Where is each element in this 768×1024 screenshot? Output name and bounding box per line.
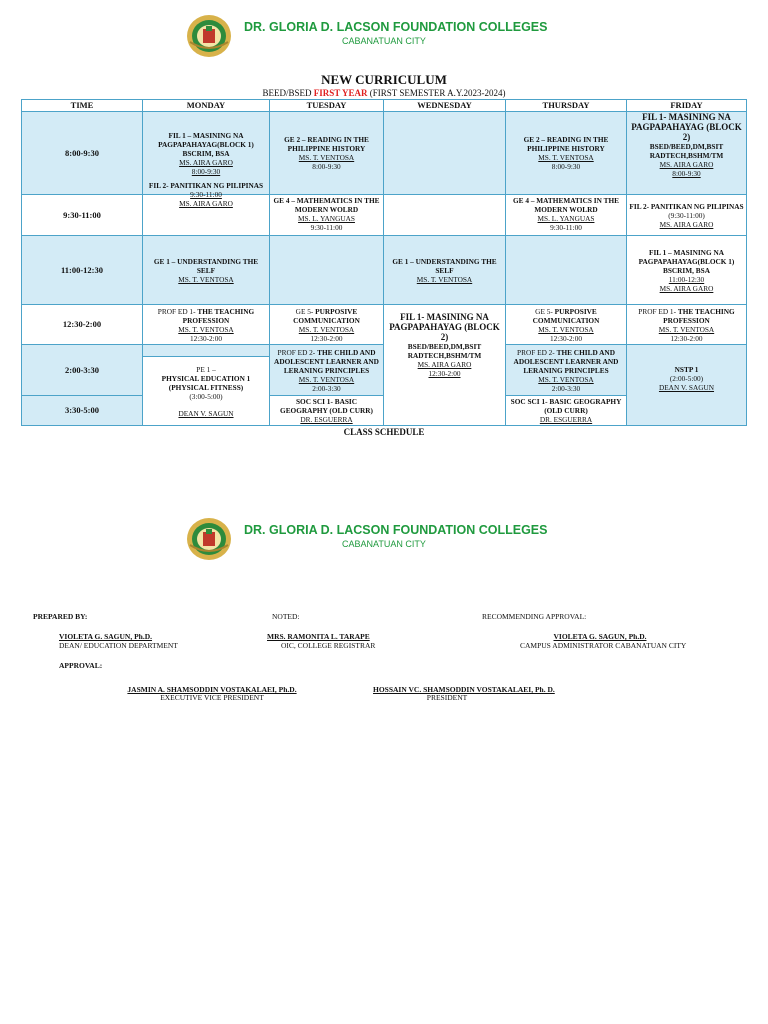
signatory-name: MRS. RAMONITA L. TARAPE [267, 632, 370, 641]
signatory-name: VIOLETA G. SAGUN, Ph.D. [553, 632, 647, 641]
class-title: GE 4 – MATHEMATICS IN THE MODERN WOLRD [512, 196, 620, 214]
time-slot: 12:30-2:00 [21, 304, 143, 345]
class-title: FIL 1- MASINING NA PAGPAPAHAYAG (BLOCK 2) [389, 312, 500, 342]
class-time: 2:00-3:30 [312, 383, 341, 393]
class-block-tue-ge5 [269, 304, 384, 345]
class-block-mon-pe1 [142, 356, 270, 426]
class-title: THE TEACHING PROFESSION [663, 306, 735, 325]
class-block-thu-socsci1 [505, 395, 627, 426]
class-instructor: MS. T. VENTOSA [416, 274, 473, 284]
class-title: FIL 1- MASINING NA PAGPAPAHAYAG (BLOCK 2) [631, 112, 742, 142]
class-block-fri-fil1-block2 [626, 111, 747, 195]
class-title: FIL 1 – MASINING NA PAGPAPAHAYAG(BLOCK 1) BSCRIM, BSA [158, 130, 254, 158]
class-time: 11:00-12:30 [668, 274, 705, 284]
signatory-position: DEAN/ EDUCATION DEPARTMENT [59, 641, 178, 650]
class-block-thu-ge5 [505, 304, 627, 345]
signatory-position: EXECUTIVE VICE PRESIDENT [160, 693, 264, 702]
doc-subtitle [0, 88, 768, 98]
col-header-monday: MONDAY [142, 99, 270, 112]
class-title: PURPOSIVE COMMUNICATION [532, 306, 600, 325]
signatory-name: VIOLETA G. SAGUN, Ph.D. [59, 632, 153, 641]
class-instructor: MS. T. VENTOSA [538, 324, 594, 334]
class-block-wed-empty [383, 111, 506, 195]
class-title: PHYSICAL EDUCATION 1 (PHYSICAL FITNESS) [161, 373, 251, 392]
class-instructor: MS. T. VENTOSA [658, 324, 715, 334]
class-instructor: MS. T. VENTOSA [178, 274, 234, 284]
class-time: (3:00-5:00) [189, 391, 223, 401]
class-programs: BSED/BEED,DM,BSIT RADTECH,BSHM/TM [649, 142, 724, 160]
class-code: PROF ED 1- [157, 306, 196, 316]
class-instructor: MS. T. VENTOSA [298, 153, 355, 162]
class-instructor: MS. T. VENTOSA [538, 374, 594, 384]
school-name: DR. GLORIA D. LACSON FOUNDATION COLLEGES [244, 20, 548, 34]
class-block-fri-fil2 [626, 194, 747, 236]
col-header-time: TIME [21, 99, 143, 112]
signatory-name: HOSSAIN VC. SHAMSODDIN VOSTAKALAEI, Ph. D. [373, 685, 555, 694]
class-time: 8:00-9:30 [191, 166, 221, 176]
school-seal-logo-icon [186, 14, 232, 58]
signatory-position: PRESIDENT [426, 693, 468, 702]
class-time: 12:30-2:00 [549, 333, 583, 343]
school-name: DR. GLORIA D. LACSON FOUNDATION COLLEGES [244, 523, 548, 537]
class-block-tue-profed2 [269, 344, 384, 396]
class-block-mon-profed1 [142, 304, 270, 345]
class-title: THE CHILD AND ADOLESCENT LEARNER AND LERANING PRINCIPLES [274, 347, 379, 375]
time-slot: 2:00-3:30 [21, 344, 143, 396]
class-instructor: MS. L. YANGUAS [537, 214, 595, 223]
class-programs: BSED/BEED,DM,BSIT RADTECH,BSHM/TM [407, 342, 482, 360]
class-time: 12:30-2:00 [310, 333, 343, 343]
class-instructor: MS. T. VENTOSA [298, 324, 355, 334]
class-instructor: DR. ESGUERRA [539, 415, 593, 424]
class-block-tue-socsci1 [269, 395, 384, 426]
class-block-mon-ge1 [142, 235, 270, 305]
class-block-thu-profed2 [505, 344, 627, 396]
class-block-tue-ge4 [269, 194, 384, 236]
class-title: GE 2 – READING IN THE PHILIPPINE HISTORY [284, 135, 369, 153]
class-block-wed-empty [383, 194, 506, 236]
class-instructor: DEAN V. SAGUN [178, 408, 234, 418]
class-block-fri-fil1-block1 [626, 235, 747, 305]
class-instructor: MS. T. VENTOSA [538, 153, 594, 162]
class-time: 8:00-9:30 [672, 169, 701, 178]
class-time: 12:30-2:00 [428, 369, 461, 378]
doc-title: NEW CURRICULUM [321, 72, 447, 87]
class-time: 9:30-11:00 [550, 223, 582, 232]
class-instructor: DR. ESGUERRA [300, 415, 353, 424]
noted-label: NOTED: [272, 612, 300, 621]
class-code: PROF ED 1- [638, 306, 677, 316]
class-code: PROF ED 2- [277, 347, 316, 357]
school-city: CABANATUAN CITY [342, 36, 426, 46]
class-title: NSTP 1 [674, 364, 699, 374]
subtitle-suffix: (FIRST SEMESTER A.Y.2023-2024) [369, 88, 506, 98]
class-instructor: MS. AIRA GARO [659, 219, 714, 229]
time-slot: 9:30-11:00 [21, 194, 143, 236]
class-time: 12:30-2:00 [189, 333, 223, 343]
class-code: PROF ED 2- [517, 347, 555, 357]
class-title: SOC SCI 1- BASIC GEOGRAPHY (OLD CURR) [280, 397, 373, 415]
class-time: (9:30-11:00) [668, 210, 705, 220]
class-block-thu-ge4 [505, 194, 627, 236]
class-instructor: DEAN V. SAGUN [658, 382, 715, 392]
class-block-mon-fil2 [142, 181, 270, 236]
class-instructor: MS. AIRA GARO [659, 160, 714, 169]
class-instructor: MS. T. VENTOSA [298, 374, 355, 384]
class-block-wed-ge1 [383, 235, 506, 305]
class-title: FIL 2- PANITIKAN NG PILIPINAS [148, 181, 264, 190]
class-block-thu-ge2 [505, 111, 627, 195]
signatory-name: JASMIN A. SHAMSODDIN VOSTAKALAEI, Ph.D. [127, 685, 297, 694]
school-header [186, 14, 586, 58]
class-title: GE 2 – READING IN THE PHILIPPINE HISTORY [523, 135, 609, 153]
class-title: SOC SCI 1- BASIC GEOGRAPHY (OLD CURR) [510, 397, 622, 415]
class-time: 9:30-11:00 [310, 223, 343, 232]
col-header-friday: FRIDAY [626, 99, 747, 112]
class-code: GE 5- [295, 306, 314, 316]
class-title: GE 1 – UNDERSTANDING THE SELF [392, 256, 497, 275]
class-block-tue-empty [269, 235, 384, 305]
class-instructor: MS. AIRA GARO [659, 283, 714, 293]
approval-label: APPROVAL: [59, 661, 103, 670]
class-code: PE 1 – [196, 364, 216, 374]
signatory-position: OIC, COLLEGE REGISTRAR [281, 641, 376, 650]
subtitle-prefix: BEED/BSED [262, 88, 312, 98]
class-title: GE 1 – UNDERSTANDING THE SELF [153, 256, 259, 275]
class-instructor: MS. T. VENTOSA [178, 324, 234, 334]
class-instructor: MS. AIRA GARO [179, 199, 233, 208]
class-time: (2:00-5:00) [669, 373, 704, 383]
class-time: 8:00-9:30 [312, 162, 341, 171]
class-block-thu-empty [505, 235, 627, 305]
prepared-by-label: PREPARED BY: [33, 612, 88, 621]
school-header [186, 517, 586, 561]
col-header-thursday: THURSDAY [505, 99, 627, 112]
col-header-wednesday: WEDNESDAY [383, 99, 506, 112]
class-title: FIL 1 – MASINING NA PAGPAPAHAYAG(BLOCK 1) BSCRIM, BSA [638, 247, 735, 275]
school-city: CABANATUAN CITY [342, 539, 426, 549]
signatory-position: CAMPUS ADMINISTRATOR CABANATUAN CITY [520, 641, 687, 650]
class-block-fri-nstp [626, 344, 747, 426]
class-instructor: MS. L. YANGUAS [298, 214, 355, 223]
col-header-tuesday: TUESDAY [269, 99, 384, 112]
subtitle-highlight: FIRST YEAR [313, 88, 368, 98]
class-instructor: MS. AIRA GARO [417, 360, 472, 369]
class-title: THE TEACHING PROFESSION [182, 306, 255, 325]
recommending-label: RECOMMENDING APPROVAL: [482, 612, 587, 621]
class-title: GE 4 – MATHEMATICS IN THE MODERN WOLRD [273, 196, 380, 214]
class-instructor: MS. AIRA GARO [179, 157, 233, 167]
class-block-tue-ge2 [269, 111, 384, 195]
class-code: GE 5- [535, 306, 553, 316]
time-slot: 11:00-12:30 [21, 235, 143, 305]
time-slot: 3:30-5:00 [21, 395, 143, 426]
class-time: 8:00-9:30 [551, 162, 581, 171]
class-block-wed-fil1 [383, 304, 506, 426]
class-title: FIL 2- PANITIKAN NG PILIPINAS [629, 201, 744, 211]
class-title: THE CHILD AND ADOLESCENT LEARNER AND LERANING PRINCIPLES [513, 347, 619, 375]
class-time: 12:30-2:00 [670, 333, 703, 343]
class-time: 9:30-11:00 [190, 190, 222, 199]
schedule-table [21, 99, 747, 426]
school-seal-logo-icon [186, 517, 232, 561]
schedule-caption: CLASS SCHEDULE [343, 427, 425, 437]
time-slot: 8:00-9:30 [21, 111, 143, 195]
class-title: PURPOSIVE COMMUNICATION [293, 306, 360, 325]
class-block-fri-profed1 [626, 304, 747, 345]
class-time: 2:00-3:30 [551, 383, 581, 393]
